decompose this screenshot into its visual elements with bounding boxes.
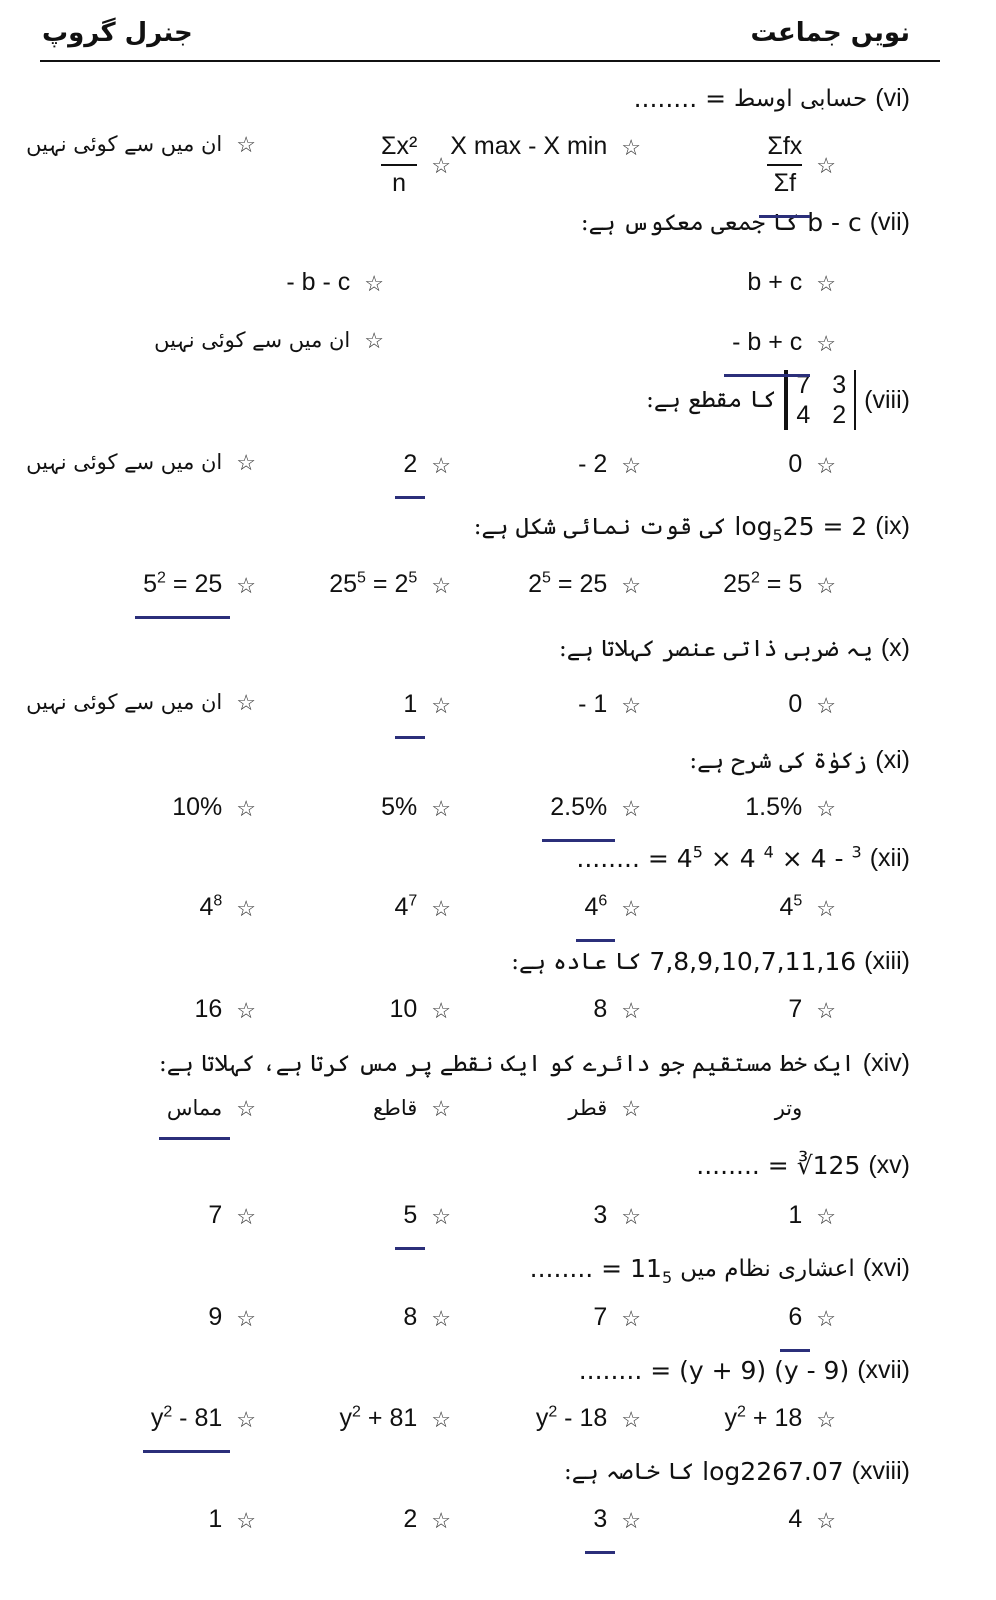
option-text: ان میں سے کوئی نہیں	[154, 328, 351, 352]
question-text: log2267.07	[702, 1457, 844, 1486]
correct-answer-underline	[542, 839, 615, 842]
superscript: 3	[851, 842, 862, 862]
star-icon: ☆	[621, 1406, 641, 1432]
class-title: نویں جماعت	[750, 18, 910, 48]
answer-option[interactable]	[593, 995, 641, 1026]
question-line	[559, 634, 910, 663]
star-icon: ☆	[621, 795, 641, 821]
question-text: کا مقطع ہے:	[646, 387, 777, 413]
option-text: X max - X min	[450, 132, 608, 160]
question-text: ........ =	[633, 84, 727, 113]
answer-option[interactable]	[208, 1201, 256, 1232]
star-icon: ☆	[816, 452, 836, 478]
star-icon: ☆	[621, 1096, 641, 1121]
answer-option[interactable]	[593, 1303, 641, 1334]
question-line	[646, 370, 910, 430]
answer-option[interactable]	[208, 1505, 256, 1536]
answer-option[interactable]	[779, 893, 836, 924]
question-text: اعشاری نظام میں	[680, 1255, 855, 1282]
star-icon: ☆	[236, 572, 256, 598]
star-icon: ☆	[431, 452, 451, 478]
option-text: $5^2 = 25$	[143, 570, 222, 601]
answer-option[interactable]	[151, 1404, 256, 1435]
question-line	[511, 947, 910, 976]
star-icon: ☆	[621, 1305, 641, 1331]
answer-option[interactable]	[199, 893, 256, 924]
option-text: - 2	[578, 450, 608, 478]
answer-option[interactable]	[725, 1404, 836, 1435]
answer-option[interactable]	[208, 1303, 256, 1334]
star-icon: ☆	[816, 270, 836, 296]
group-title: جنرل گروپ	[42, 18, 193, 48]
answer-option[interactable]	[403, 690, 451, 721]
answer-option[interactable]	[450, 132, 641, 163]
answer-option[interactable]	[340, 1404, 451, 1435]
answer-option[interactable]	[373, 1096, 451, 1122]
option-text: 1	[403, 690, 417, 721]
question-number: (viii)	[864, 385, 910, 414]
question-text: b - c	[807, 208, 862, 237]
question-line	[696, 1151, 910, 1180]
option-text: 1.5%	[745, 793, 803, 821]
option-text: 9	[208, 1303, 223, 1331]
question-text: ........ = ∛125	[696, 1151, 861, 1180]
option-text: قطر	[568, 1096, 608, 1120]
option-text: مماس	[167, 1096, 222, 1122]
question-text: $^4$ × 4 -	[763, 842, 844, 873]
answer-option[interactable]	[550, 793, 641, 824]
option-text: ان میں سے کوئی نہیں	[26, 450, 223, 474]
superscript: 2	[750, 569, 760, 587]
option-text: $4^5$	[779, 892, 803, 921]
correct-answer-underline	[159, 1137, 230, 1140]
question-line	[634, 84, 910, 113]
option-text: 2	[403, 450, 417, 481]
question-text: ........ = $4^5 \times 4$	[576, 842, 756, 873]
option-text: - b - c	[286, 268, 351, 296]
option-text: ان میں سے کوئی نہیں	[26, 132, 223, 156]
option-text: 10	[389, 995, 418, 1023]
superscript: 2	[157, 569, 166, 587]
superscript: 5	[357, 569, 366, 587]
star-icon: ☆	[816, 330, 836, 356]
superscript: 7	[408, 892, 418, 910]
correct-answer-underline	[395, 496, 425, 499]
correct-answer-underline	[395, 736, 425, 739]
answer-option[interactable]	[172, 793, 256, 824]
question-line	[564, 1457, 910, 1486]
matrix-entry: 7	[796, 371, 811, 399]
answer-option[interactable]	[775, 1096, 836, 1122]
star-icon: ☆	[236, 1203, 256, 1229]
star-icon: ☆	[236, 795, 256, 821]
option-text: 8	[593, 995, 608, 1023]
answer-option[interactable]	[723, 570, 836, 601]
star-icon: ☆	[236, 895, 256, 921]
answer-option[interactable]	[788, 995, 836, 1026]
star-icon: ☆	[364, 328, 384, 353]
star-icon: ☆	[431, 572, 451, 598]
fraction-bar	[381, 164, 417, 166]
answer-option[interactable]	[403, 1201, 451, 1232]
option-text: 4	[788, 1505, 803, 1533]
answer-option[interactable]	[788, 690, 836, 721]
superscript: 4	[763, 842, 774, 862]
question-number: (xiii)	[864, 947, 910, 975]
question-line	[159, 1049, 910, 1078]
option-text: 5	[403, 1201, 417, 1232]
option-text: 5%	[381, 793, 418, 821]
option-text: 0	[788, 450, 803, 478]
star-icon: ☆	[816, 692, 836, 718]
option-text: 2	[403, 1505, 418, 1533]
question-number: (vi)	[875, 84, 910, 112]
denominator: n	[392, 168, 407, 197]
option-text: 3	[593, 1505, 607, 1536]
star-icon: ☆	[431, 895, 451, 921]
star-icon: ☆	[816, 997, 836, 1023]
star-icon: ☆	[621, 1203, 641, 1229]
matrix-entry: 4	[796, 401, 811, 429]
star-icon: ☆	[236, 132, 256, 157]
matrix-entry: 2	[832, 401, 847, 429]
correct-answer-underline	[724, 374, 810, 377]
star-icon: ☆	[816, 572, 836, 598]
answer-option[interactable]	[747, 268, 836, 299]
question-number: (xvi)	[862, 1254, 910, 1282]
question-text: $\log_525 = 2$	[734, 512, 868, 545]
superscript: 2	[548, 1403, 558, 1421]
answer-option[interactable]	[788, 1505, 836, 1536]
star-icon: ☆	[431, 692, 451, 718]
correct-answer-underline	[780, 1349, 810, 1352]
question-text: زکوٰۃ کی شرح ہے:	[689, 747, 868, 774]
star-icon: ☆	[431, 795, 451, 821]
option-text: 1	[788, 1201, 803, 1229]
superscript: 8	[213, 892, 223, 910]
option-text: $y^2 + 81$	[339, 1403, 418, 1432]
answer-option[interactable]	[403, 450, 451, 481]
answer-option[interactable]	[593, 1505, 641, 1536]
question-text: حسابی اوسط	[734, 85, 868, 112]
superscript: 5	[542, 569, 551, 587]
correct-answer-underline	[395, 1247, 425, 1250]
answer-option[interactable]	[194, 995, 256, 1026]
option-text: 2.5%	[550, 793, 607, 824]
option-text: $y^2 - 81$	[151, 1404, 222, 1435]
question-text: یہ ضربی ذاتی عنصر کہلاتا ہے:	[559, 635, 873, 662]
star-icon: ☆	[816, 895, 836, 921]
correct-answer-underline	[135, 616, 230, 619]
superscript: 5	[793, 892, 803, 910]
question-text: 7,8,9,10,7,11,16	[649, 947, 857, 976]
option-text: $y^2 - 18$	[535, 1403, 608, 1432]
superscript: 2	[352, 1403, 361, 1421]
correct-answer-underline	[576, 939, 615, 942]
question-number: (xvii)	[857, 1356, 910, 1384]
option-text: قاطع	[372, 1096, 418, 1120]
question-number: (xii)	[869, 844, 910, 872]
option-text: - 1	[578, 690, 608, 718]
question-number: (x)	[880, 634, 910, 662]
star-icon: ☆	[816, 1203, 836, 1229]
option-text: $2^5 = 25$	[528, 569, 608, 598]
option-text: 16	[194, 995, 223, 1023]
star-icon: ☆	[816, 795, 836, 821]
option-text: $y^2 + 18$	[724, 1403, 803, 1432]
option-text: 7	[208, 1201, 223, 1229]
numerator: Σx²	[380, 132, 418, 160]
question-text: کا خاصہ ہے:	[563, 1458, 695, 1485]
correct-answer-underline	[585, 1551, 615, 1554]
star-icon: ☆	[621, 1507, 641, 1533]
star-icon: ☆	[621, 134, 641, 160]
star-icon: ☆	[431, 152, 451, 178]
answer-option[interactable]	[788, 1201, 836, 1232]
option-text: - b + c	[732, 328, 802, 359]
option-text: 1	[208, 1505, 223, 1533]
question-text: کی قوت نمائی شکل ہے:	[473, 513, 727, 540]
star-icon: ☆	[431, 1203, 451, 1229]
question-number: (vii)	[869, 208, 910, 236]
matrix-entry: 3	[832, 371, 847, 399]
option-text: $4^8$	[199, 892, 223, 921]
answer-option[interactable]	[578, 450, 641, 481]
question-text: $11_5$	[630, 1254, 673, 1287]
question-number: (xi)	[875, 746, 910, 774]
star-icon: ☆	[621, 997, 641, 1023]
option-text: ان میں سے کوئی نہیں	[26, 690, 223, 714]
star-icon: ☆	[431, 997, 451, 1023]
superscript: 5	[692, 842, 703, 862]
answer-option[interactable]	[593, 1201, 641, 1232]
superscript: 6	[598, 892, 608, 910]
star-icon: ☆	[621, 452, 641, 478]
answer-option[interactable]	[381, 793, 451, 824]
question-text	[852, 844, 862, 873]
question-text: کا جمعی معکوس ہے:	[580, 209, 800, 236]
option-text: وتر	[774, 1096, 803, 1120]
star-icon: ☆	[236, 450, 256, 475]
correct-answer-underline	[759, 215, 810, 218]
answer-option[interactable]	[536, 1404, 641, 1435]
matrix	[784, 370, 856, 430]
star-icon: ☆	[364, 270, 384, 296]
answer-option[interactable]	[154, 328, 384, 354]
answer-option[interactable]	[329, 570, 451, 601]
star-icon: ☆	[236, 1406, 256, 1432]
star-icon: ☆	[236, 1507, 256, 1533]
answer-option[interactable]	[26, 132, 256, 158]
subscript: 5	[772, 526, 783, 545]
answer-option[interactable]	[403, 1505, 451, 1536]
star-icon: ☆	[816, 152, 836, 178]
star-icon: ☆	[621, 895, 641, 921]
question-number: (xv)	[868, 1151, 910, 1179]
answer-option[interactable]	[26, 450, 256, 476]
answer-option[interactable]	[403, 1303, 451, 1334]
question-text: کا عادہ ہے:	[511, 948, 642, 975]
star-icon: ☆	[621, 572, 641, 598]
option-text: $4^6$	[584, 893, 607, 924]
superscript: 2	[163, 1403, 173, 1421]
correct-answer-underline	[143, 1450, 230, 1453]
star-icon: ☆	[431, 1096, 451, 1121]
answer-option[interactable]	[788, 1303, 836, 1334]
star-icon: ☆	[236, 1305, 256, 1331]
answer-option[interactable]	[26, 690, 256, 716]
fraction-bar	[767, 164, 802, 166]
answer-option[interactable]	[389, 995, 451, 1026]
answer-option[interactable]	[568, 1096, 641, 1122]
question-line	[689, 746, 910, 775]
star-icon: ☆	[816, 1305, 836, 1331]
option-text: $25^2 = 5$	[723, 569, 803, 598]
answer-option[interactable]	[578, 690, 641, 721]
star-icon: ☆	[431, 1507, 451, 1533]
question-line	[473, 512, 910, 545]
question-number: (ix)	[875, 512, 910, 540]
option-text: $4^7$	[394, 892, 418, 921]
answer-option[interactable]	[745, 793, 836, 824]
question-line	[579, 1356, 910, 1385]
numerator: Σfx	[767, 132, 803, 160]
answer-option[interactable]	[286, 268, 384, 299]
option-text: 8	[403, 1303, 418, 1331]
answer-option[interactable]	[167, 1096, 256, 1122]
answer-option[interactable]	[788, 450, 836, 481]
question-number: (xiv)	[862, 1049, 910, 1077]
answer-option[interactable]	[394, 893, 451, 924]
question-text: ایک خط مستقیم جو دائرے کو ایک نقطے پر مس کرتا ہے، کہلاتا ہے:	[159, 1050, 855, 1077]
option-text: 3	[593, 1201, 608, 1229]
answer-option[interactable]	[584, 893, 641, 924]
answer-option[interactable]	[732, 328, 836, 359]
superscript: 2	[737, 1403, 746, 1421]
star-icon: ☆	[236, 1096, 256, 1121]
subscript: 5	[661, 1268, 673, 1287]
question-line	[529, 1254, 910, 1287]
option-text: 0	[788, 690, 803, 718]
question-text: ........ =	[529, 1254, 623, 1283]
answer-option[interactable]	[143, 570, 256, 601]
question-number: (xviii)	[851, 1457, 910, 1485]
star-icon: ☆	[236, 690, 256, 715]
option-text: $25^5 = 2^5$	[329, 569, 418, 598]
option-text: 7	[788, 995, 803, 1023]
star-icon: ☆	[431, 1305, 451, 1331]
fraction	[381, 132, 417, 200]
option-text: b + c	[747, 268, 803, 296]
superscript: 5	[408, 569, 418, 587]
star-icon: ☆	[621, 692, 641, 718]
star-icon: ☆	[431, 1406, 451, 1432]
answer-option[interactable]	[767, 132, 836, 200]
option-text: 10%	[172, 793, 223, 821]
header-divider	[40, 60, 940, 62]
option-text: 7	[593, 1303, 608, 1331]
star-icon: ☆	[236, 997, 256, 1023]
denominator: Σf	[773, 168, 797, 197]
answer-option[interactable]	[381, 132, 451, 200]
answer-option[interactable]	[528, 570, 641, 601]
question-text: ........ = (y + 9) (y - 9)	[578, 1356, 850, 1385]
question-line	[576, 844, 910, 873]
option-text: 6	[788, 1303, 802, 1334]
question-line	[581, 208, 910, 237]
star-icon: ☆	[816, 1406, 836, 1432]
star-icon: ☆	[816, 1507, 836, 1533]
fraction	[767, 132, 802, 200]
